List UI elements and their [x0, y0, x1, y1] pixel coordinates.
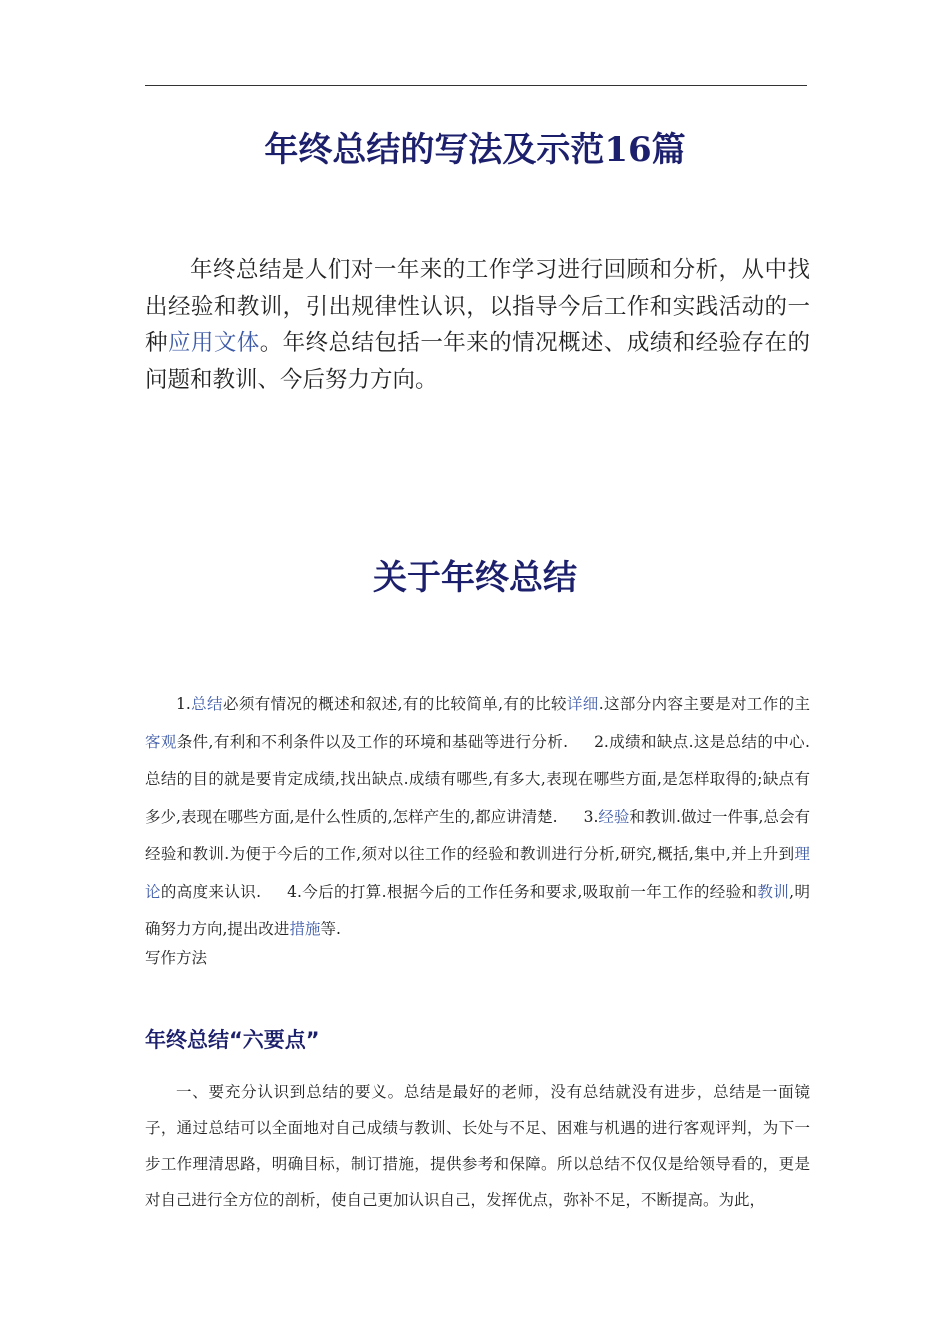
point-4-text-3: 等.	[320, 920, 341, 938]
point-2-text: 2.成绩和缺点.这是总结的中心.总结的目的就是要肯定成绩,找出缺点.成绩有哪些,有多大,表现在哪些方面,是怎样取得的;缺点有多少,表现在哪些方面,是什么性质的,怎样产生的,都应讲清楚.	[145, 732, 810, 826]
intro-text-end: 。年终总结包括一年来的情况概述、成绩和经验存在的问题和教训、今后努力方向。	[145, 330, 810, 393]
point-3-text-2: 的高度来认识.	[160, 882, 262, 901]
key-point-paragraph: 一、要充分认识到总结的要义。总结是最好的老师，没有总结就没有进步，总结是一面镜子，通过总结可以全面地对自己成绩与教训、长处与不足、困难与机遇的进行客观评判，为下一步工作理清思路，明确目标，制订措施，提供参考和保障。所以总结不仅仅是给领导看的，更是对自己进行全方位的剖析，使自己更加认识自己，发挥优点，弥补不足，不断提高。为此，	[145, 1083, 810, 1209]
subsection-title: 年终总结“六要点”	[145, 1028, 320, 1052]
measures-link[interactable]: 措施	[289, 920, 321, 938]
point-3-text: 和教训.做过一件事,总会有经验和教训.为便于今后的工作,须对以往工作的经验和教训进行分析,研究,概括,集中,并上升到	[145, 807, 810, 863]
header-rule	[145, 85, 807, 86]
point-4-text-2: ,明确努力方向,提出改进	[145, 882, 810, 938]
about-paragraph	[145, 686, 810, 949]
applied-style-link[interactable]: 应用文体	[167, 330, 260, 356]
point-4-text: 4.今后的打算.根据今后的工作任务和要求,吸取前一年工作的经验和	[287, 882, 758, 901]
point-3-number: 3.	[583, 807, 599, 826]
detailed-link[interactable]: 详细	[566, 695, 599, 713]
point-1-number: 1.	[176, 695, 191, 713]
section-title: 关于年终总结	[373, 558, 577, 598]
intro-paragraph	[145, 252, 810, 398]
experience-link[interactable]: 经验	[598, 807, 630, 826]
intro-text: 年终总结是人们对一年来的工作学习进行回顾和分析，从中找出经验和教训，引出规律性认识，以指导今后工作和实践活动的一种	[145, 257, 810, 356]
point-1-text-3: 条件,有利和不利条件以及工作的环境和基础等进行分析.	[176, 732, 569, 751]
method-label: 写作方法	[145, 949, 208, 967]
point-1-text: 必须有情况的概述和叙述,有的比较简单,有的比较	[222, 695, 567, 713]
lessons-link[interactable]: 教训	[757, 882, 790, 901]
theory-link[interactable]: 理论	[145, 845, 810, 901]
summary-link[interactable]: 总结	[190, 695, 223, 713]
objective-link[interactable]: 客观	[145, 732, 177, 751]
document-title: 年终总结的写法及示范16篇	[264, 130, 686, 170]
point-1-text-2: .这部分内容主要是对工作的主	[598, 695, 810, 713]
